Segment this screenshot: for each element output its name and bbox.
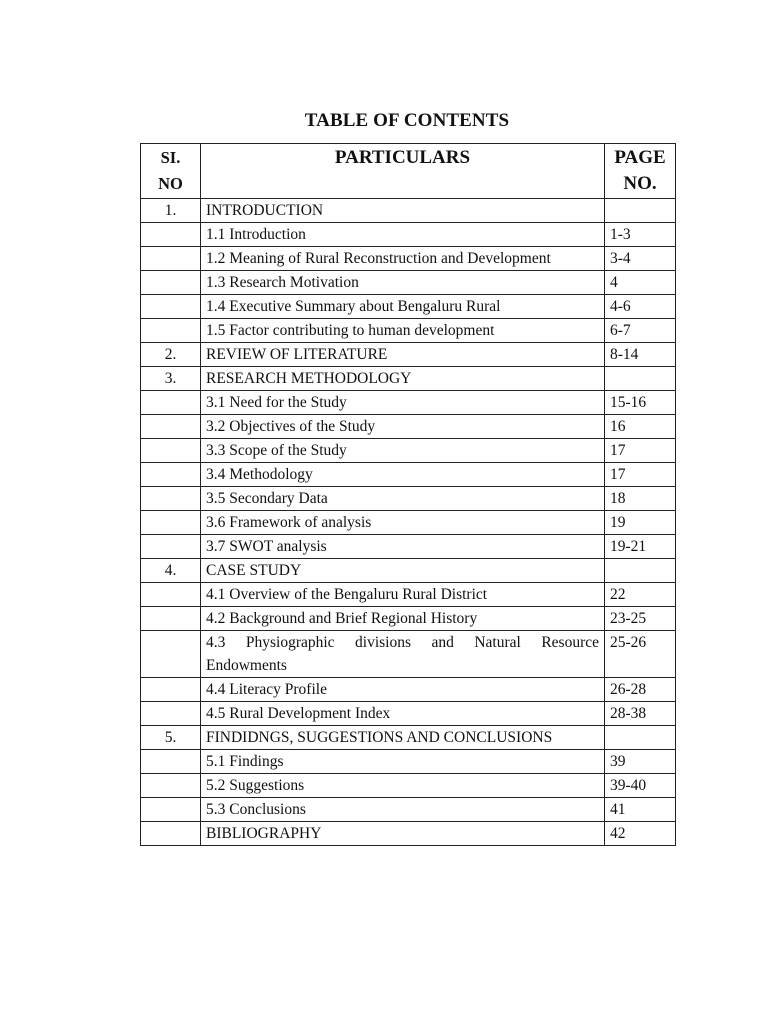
row-page-number: 23-25 bbox=[605, 607, 676, 631]
table-row bbox=[141, 750, 676, 774]
row-number: 4. bbox=[141, 559, 201, 583]
table-row bbox=[141, 415, 676, 439]
row-particulars: 3.3 Scope of the Study bbox=[201, 439, 605, 463]
row-particulars: 3.4 Methodology bbox=[201, 463, 605, 487]
row-page-number: 41 bbox=[605, 798, 676, 822]
table-row bbox=[141, 439, 676, 463]
row-particulars: INTRODUCTION bbox=[201, 199, 605, 223]
row-page-number: 3-4 bbox=[605, 247, 676, 271]
row-particulars: 5.1 Findings bbox=[201, 750, 605, 774]
row-particulars: FINDIDNGS, SUGGESTIONS AND CONCLUSIONS bbox=[201, 726, 605, 750]
document-title: TABLE OF CONTENTS bbox=[304, 110, 510, 131]
row-page-number bbox=[605, 199, 676, 223]
row-page-number: 19-21 bbox=[605, 535, 676, 559]
table-row bbox=[141, 391, 676, 415]
row-page-number: 22 bbox=[605, 583, 676, 607]
table-row bbox=[141, 319, 676, 343]
table-row bbox=[141, 702, 676, 726]
row-number bbox=[141, 535, 201, 559]
row-number bbox=[141, 822, 201, 846]
row-page-number: 4 bbox=[605, 271, 676, 295]
row-particulars: RESEARCH METHODOLOGY bbox=[201, 367, 605, 391]
row-number bbox=[141, 223, 201, 247]
row-number bbox=[141, 415, 201, 439]
row-number bbox=[141, 295, 201, 319]
row-particulars: BIBLIOGRAPHY bbox=[201, 822, 605, 846]
row-page-number bbox=[605, 559, 676, 583]
row-particulars: 3.1 Need for the Study bbox=[201, 391, 605, 415]
page-no-header bbox=[605, 144, 676, 199]
row-number bbox=[141, 631, 201, 678]
table-header-row bbox=[141, 144, 676, 199]
row-page-number: 25-26 bbox=[605, 631, 676, 678]
row-number bbox=[141, 391, 201, 415]
table-row bbox=[141, 511, 676, 535]
particulars-header bbox=[201, 144, 605, 199]
row-number bbox=[141, 439, 201, 463]
sl-no-header bbox=[141, 144, 201, 199]
row-page-number: 17 bbox=[605, 439, 676, 463]
table-row bbox=[141, 774, 676, 798]
row-particulars: 3.5 Secondary Data bbox=[201, 487, 605, 511]
row-number bbox=[141, 271, 201, 295]
table-body bbox=[141, 199, 676, 846]
row-number bbox=[141, 463, 201, 487]
table-row bbox=[141, 343, 676, 367]
row-number bbox=[141, 583, 201, 607]
row-page-number: 15-16 bbox=[605, 391, 676, 415]
table-row bbox=[141, 535, 676, 559]
table-row bbox=[141, 583, 676, 607]
table-row bbox=[141, 199, 676, 223]
row-number bbox=[141, 774, 201, 798]
row-particulars: 4.1 Overview of the Bengaluru Rural District bbox=[201, 583, 605, 607]
table-of-contents bbox=[140, 143, 676, 846]
row-particulars: 5.3 Conclusions bbox=[201, 798, 605, 822]
table-row bbox=[141, 726, 676, 750]
row-number bbox=[141, 247, 201, 271]
table-row bbox=[141, 559, 676, 583]
row-number bbox=[141, 319, 201, 343]
row-particulars: 1.3 Research Motivation bbox=[201, 271, 605, 295]
row-particulars: 3.7 SWOT analysis bbox=[201, 535, 605, 559]
row-page-number: 39-40 bbox=[605, 774, 676, 798]
row-page-number: 39 bbox=[605, 750, 676, 774]
row-page-number bbox=[605, 726, 676, 750]
table-row bbox=[141, 367, 676, 391]
row-particulars: CASE STUDY bbox=[201, 559, 605, 583]
row-page-number: 42 bbox=[605, 822, 676, 846]
row-number bbox=[141, 511, 201, 535]
row-particulars: 4.5 Rural Development Index bbox=[201, 702, 605, 726]
sl-no-header-label: SI. NO bbox=[158, 148, 183, 193]
table-row bbox=[141, 822, 676, 846]
table-row bbox=[141, 678, 676, 702]
row-number bbox=[141, 798, 201, 822]
row-particulars: 4.2 Background and Brief Regional History bbox=[201, 607, 605, 631]
row-particulars: 1.4 Executive Summary about Bengaluru Rural bbox=[201, 295, 605, 319]
table-row bbox=[141, 607, 676, 631]
table-row bbox=[141, 463, 676, 487]
row-particulars: 1.5 Factor contributing to human development bbox=[201, 319, 605, 343]
row-page-number: 6-7 bbox=[605, 319, 676, 343]
row-page-number bbox=[605, 367, 676, 391]
table-row bbox=[141, 271, 676, 295]
table-row bbox=[141, 798, 676, 822]
row-page-number: 18 bbox=[605, 487, 676, 511]
table-row bbox=[141, 247, 676, 271]
row-particulars: 1.1 Introduction bbox=[201, 223, 605, 247]
row-number bbox=[141, 702, 201, 726]
row-number: 3. bbox=[141, 367, 201, 391]
row-number bbox=[141, 750, 201, 774]
table-row bbox=[141, 487, 676, 511]
row-page-number: 19 bbox=[605, 511, 676, 535]
row-page-number: 1-3 bbox=[605, 223, 676, 247]
row-page-number: 16 bbox=[605, 415, 676, 439]
row-number bbox=[141, 487, 201, 511]
row-number bbox=[141, 607, 201, 631]
table-row bbox=[141, 295, 676, 319]
row-particulars: 1.2 Meaning of Rural Reconstruction and Development bbox=[201, 247, 605, 271]
particulars-header-label: PARTICULARS bbox=[334, 147, 471, 168]
row-page-number: 28-38 bbox=[605, 702, 676, 726]
row-number: 5. bbox=[141, 726, 201, 750]
row-page-number: 17 bbox=[605, 463, 676, 487]
row-particulars: 5.2 Suggestions bbox=[201, 774, 605, 798]
row-page-number: 4-6 bbox=[605, 295, 676, 319]
row-number bbox=[141, 678, 201, 702]
row-number: 2. bbox=[141, 343, 201, 367]
row-particulars: 4.4 Literacy Profile bbox=[201, 678, 605, 702]
page-no-header-label: PAGE NO. bbox=[614, 147, 666, 194]
table-row bbox=[141, 223, 676, 247]
row-particulars: 3.6 Framework of analysis bbox=[201, 511, 605, 535]
row-particulars: REVIEW OF LITERATURE bbox=[201, 343, 605, 367]
row-particulars: 4.3 Physiographic divisions and Natural Resource Endowments bbox=[201, 631, 605, 678]
row-page-number: 8-14 bbox=[605, 343, 676, 367]
table-row bbox=[141, 631, 676, 678]
row-number: 1. bbox=[141, 199, 201, 223]
row-particulars: 3.2 Objectives of the Study bbox=[201, 415, 605, 439]
row-page-number: 26-28 bbox=[605, 678, 676, 702]
